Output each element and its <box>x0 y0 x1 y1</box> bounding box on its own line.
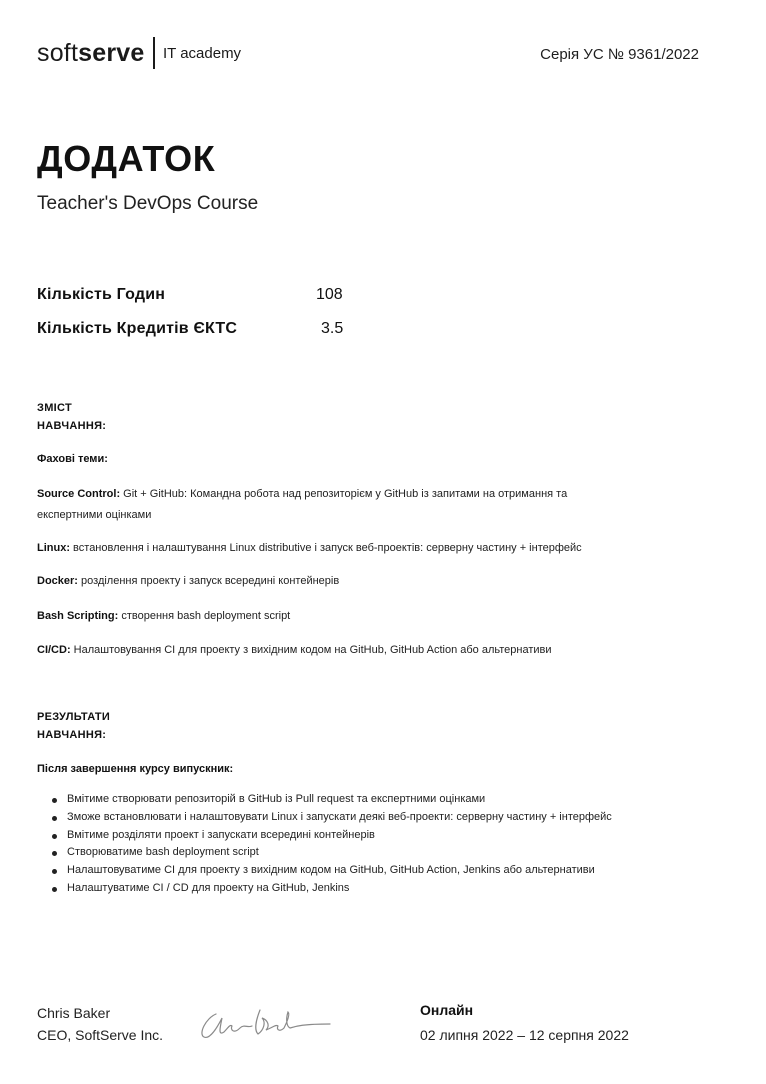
list-item <box>37 791 737 809</box>
topic-text-continued: експертними оцінками <box>37 509 152 521</box>
bullet-icon <box>52 887 57 892</box>
signature-stroke <box>256 1010 330 1034</box>
course-name: Teacher's DevOps Course <box>37 193 259 214</box>
results-heading <box>37 708 110 744</box>
list-item-text: Вмітиме розділяти проект і запускати всередині контейнерів <box>67 828 375 841</box>
topics-label-text: Фахові теми: <box>37 453 108 465</box>
hours-label: Кількість Годин <box>37 286 166 303</box>
topics-label <box>37 449 697 470</box>
bullet-icon <box>52 816 57 821</box>
signer-role: CEO, SoftServe Inc. <box>37 1027 164 1043</box>
results-heading-line1: РЕЗУЛЬТАТИ <box>37 711 111 723</box>
logo-academy-text: IT academy <box>162 44 242 62</box>
hours-value: 108 <box>316 286 343 303</box>
topic-name: Docker: <box>37 575 78 587</box>
list-item <box>37 809 737 827</box>
results-intro-text: Після завершення курсу випускник: <box>37 763 234 775</box>
list-item <box>37 844 737 862</box>
signature-stroke <box>202 1014 252 1037</box>
logo-serve-text: serve <box>78 38 145 67</box>
topic-source-control <box>37 484 697 526</box>
topic-name: Linux: <box>37 542 70 554</box>
signer-name: Chris Baker <box>37 1005 111 1021</box>
list-item <box>37 827 737 845</box>
topic-cicd <box>37 640 697 661</box>
topic-text: розділення проекту і запуск всередині контейнерів <box>77 575 340 587</box>
logo-soft-text: soft <box>37 38 79 67</box>
list-item-text: Створюватиме bash deployment script <box>67 846 259 859</box>
course-dates: 02 липня 2022 – 12 серпня 2022 <box>420 1027 629 1043</box>
topic-name: Bash Scripting: <box>37 610 119 622</box>
content-heading-line1: ЗМІСТ <box>37 402 72 414</box>
list-item-text: Налаштовуватиме CI для проекту з вихідним кодом на GitHub, GitHub Action, Jenkins або альтернативи <box>67 864 595 877</box>
credits-label: Кількість Кредитів ЄКТС <box>37 320 238 337</box>
topic-bash <box>37 606 697 627</box>
content-heading <box>37 399 106 435</box>
softserve-logo <box>37 37 241 69</box>
bullet-icon <box>52 851 57 856</box>
credits-value: 3.5 <box>321 320 344 337</box>
results-heading-line2: НАВЧАННЯ: <box>37 729 107 741</box>
bullet-icon <box>52 798 57 803</box>
results-list <box>37 791 737 898</box>
certificate-header <box>37 37 727 71</box>
page-title: ДОДАТОК <box>37 138 216 179</box>
list-item-text: Налаштуватиме CI / CD для проекту на GitHub, Jenkins <box>67 881 350 894</box>
certificate-series: Серія УС № 9361/2022 <box>540 46 699 63</box>
list-item-text: Зможе встановлювати і налаштовувати Linux і запускати деякі веб-проекти: серверну частину + інтерфейс <box>67 810 612 823</box>
bullet-icon <box>52 834 57 839</box>
topic-name: CI/CD: <box>37 644 71 656</box>
content-heading-line2: НАВЧАННЯ: <box>37 420 107 432</box>
topic-text: Налаштовування CI для проекту з вихідним кодом на GitHub, GitHub Action або альтернативи <box>70 644 552 656</box>
topic-text: створення bash deployment script <box>118 610 291 622</box>
topic-linux <box>37 538 697 559</box>
bullet-icon <box>52 869 57 874</box>
topic-text: Git + GitHub: Командна робота над репозиторієм у GitHub із запитами на отримання та <box>120 488 568 500</box>
signature-image <box>196 1000 336 1044</box>
logo-divider <box>153 37 155 69</box>
topic-docker <box>37 571 697 592</box>
topic-name: Source Control: <box>37 488 121 500</box>
study-mode: Онлайн <box>420 1002 474 1018</box>
topic-text: встановлення і налаштування Linux distributive і запуск веб-проектів: серверну частину + інтерфейс <box>70 542 582 554</box>
list-item-text: Вмітиме створювати репозиторій в GitHub із Pull request та експертними оцінками <box>67 793 486 805</box>
list-item <box>37 880 737 898</box>
list-item <box>37 862 737 880</box>
results-intro <box>37 759 697 780</box>
